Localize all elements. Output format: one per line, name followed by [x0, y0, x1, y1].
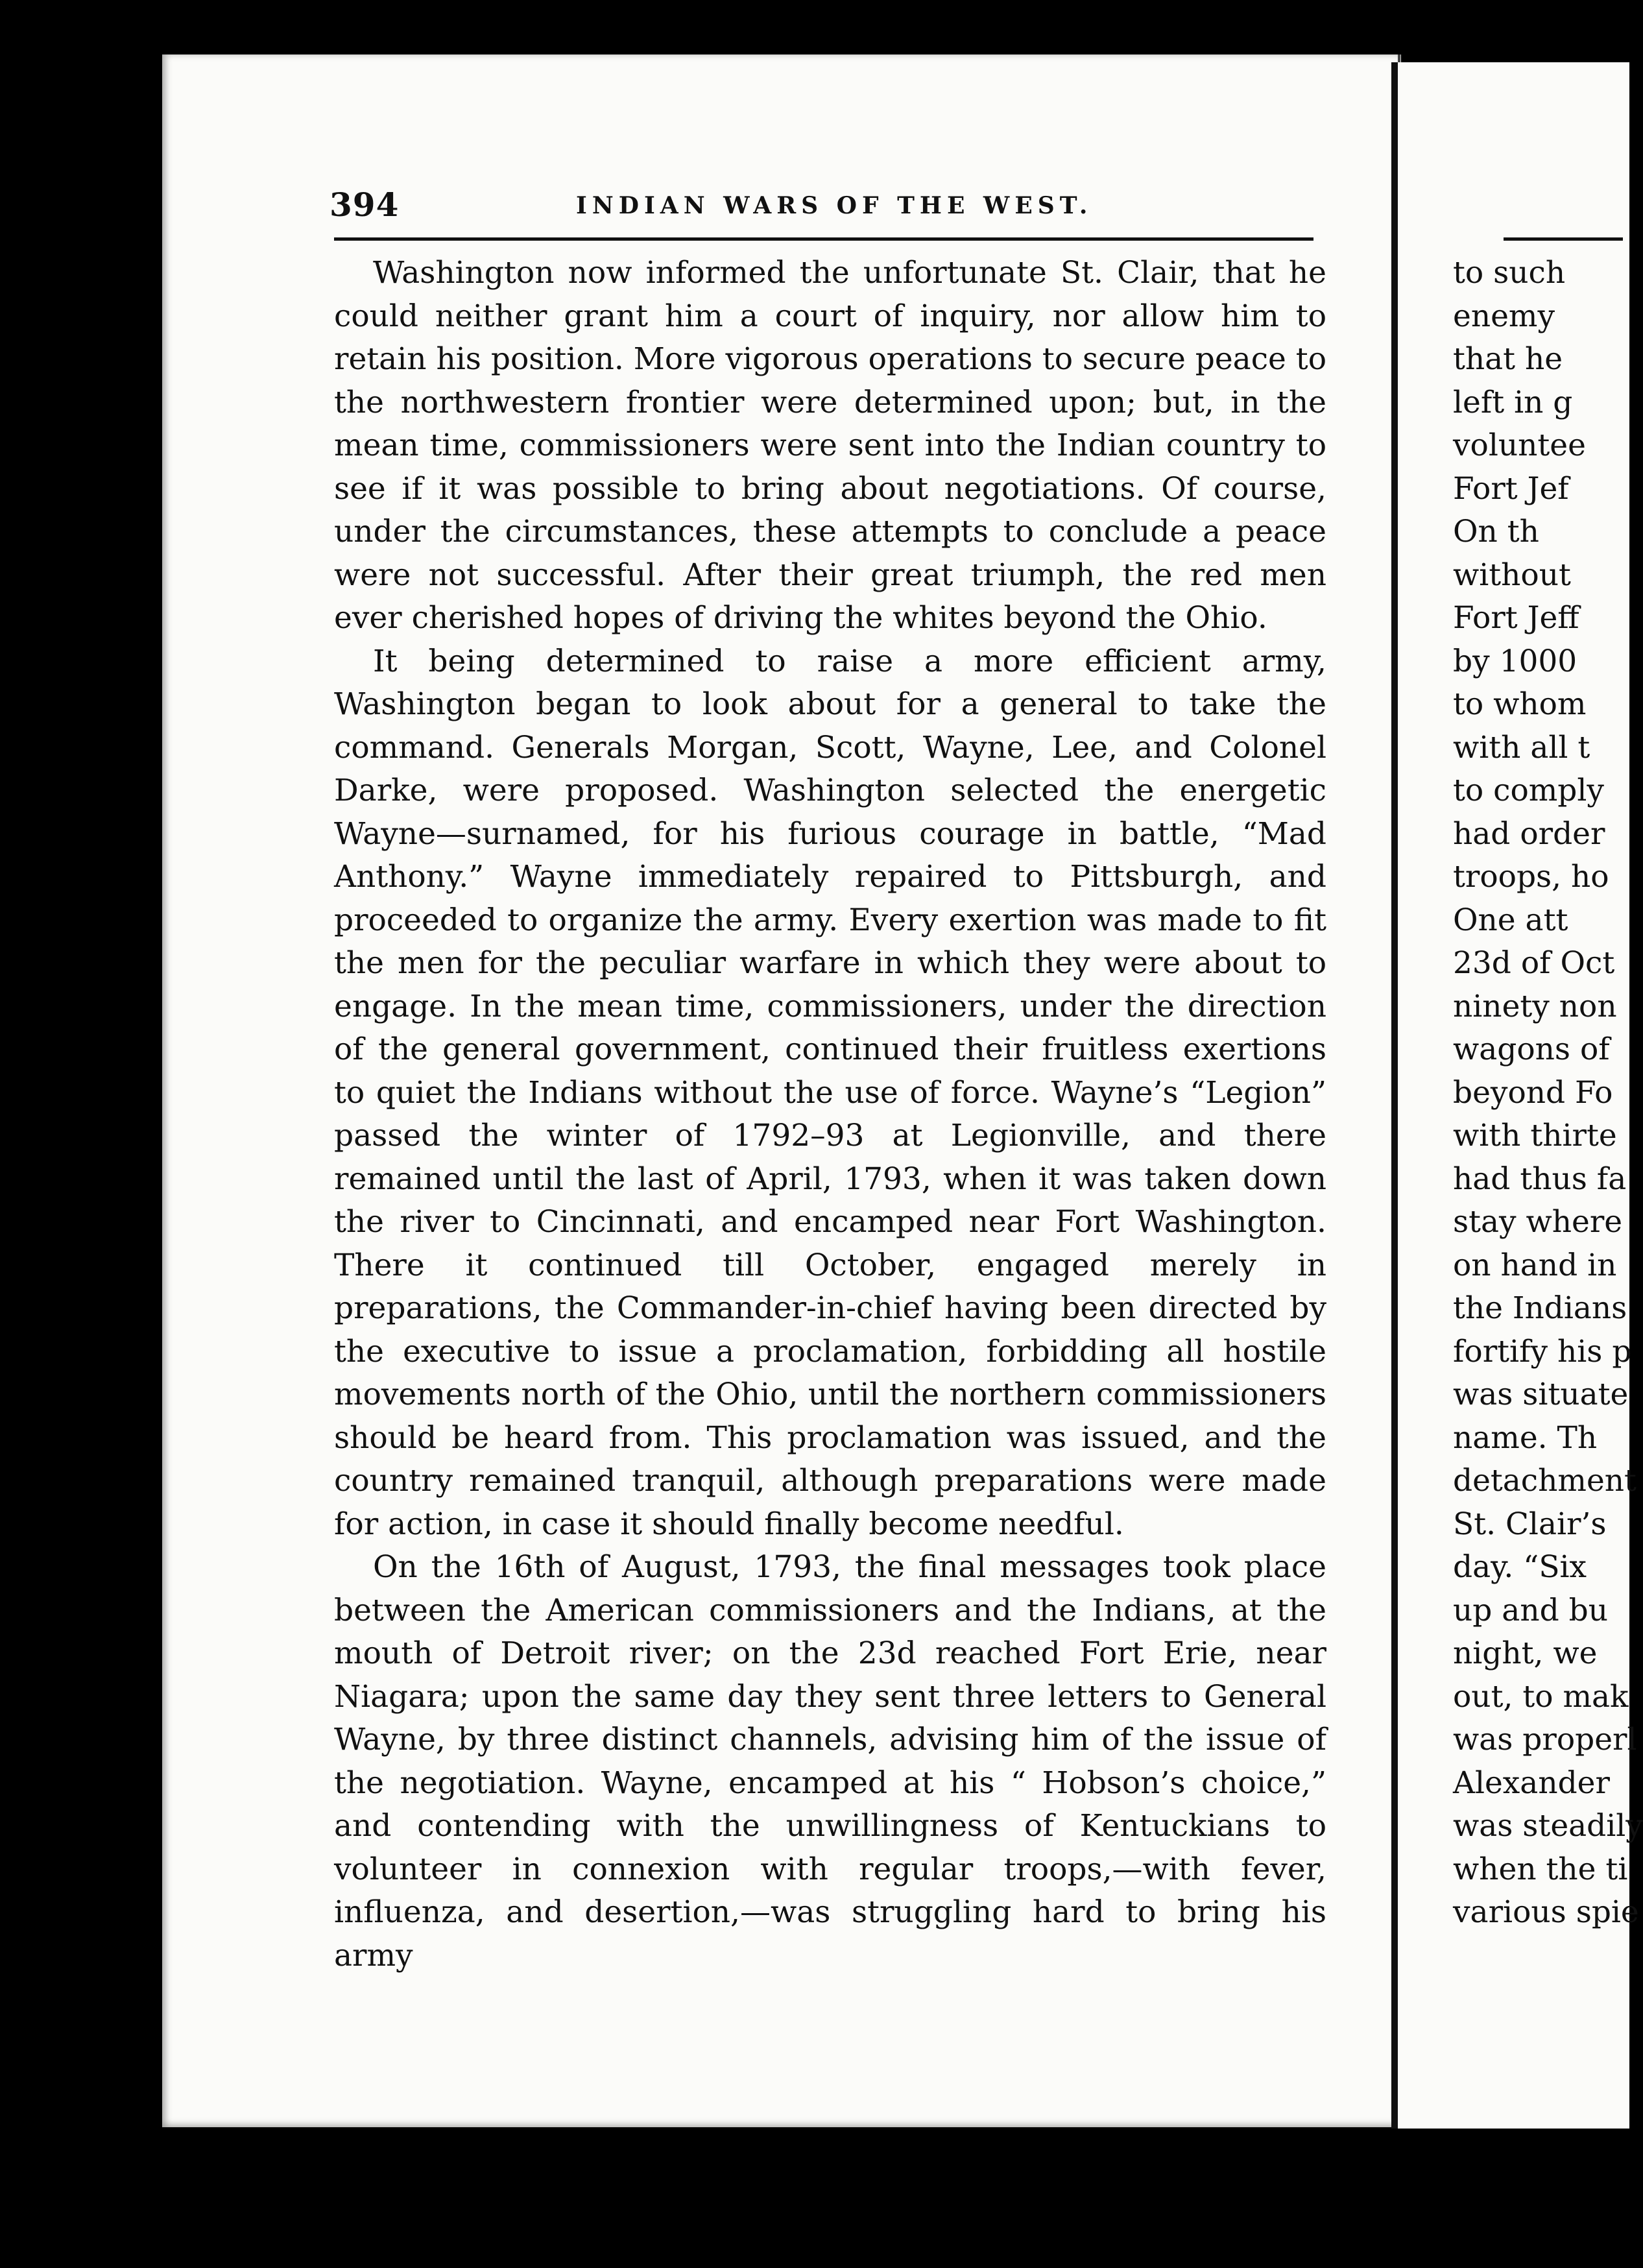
right-page-line: Alexander — [1453, 1765, 1610, 1801]
right-page-line: on hand in — [1453, 1247, 1617, 1283]
right-page-line: without — [1453, 557, 1571, 593]
right-page-line: out, to mak — [1453, 1678, 1629, 1715]
right-page-line: voluntee — [1453, 428, 1586, 463]
right-page-line: the Indians — [1453, 1290, 1627, 1326]
right-page-line: stay where — [1453, 1204, 1623, 1240]
right-page-line: On th — [1453, 514, 1539, 549]
right-page-line: troops, ho — [1453, 859, 1609, 895]
right-page-line: detachment — [1453, 1463, 1637, 1499]
left-page-body — [334, 252, 1326, 1977]
page-number: 394 — [330, 186, 400, 224]
right-page-line: was properl — [1453, 1722, 1637, 1757]
running-head-title: INDIAN WARS OF THE WEST. — [576, 192, 1093, 219]
right-page-line: with thirte — [1453, 1118, 1617, 1153]
right-page-line: that he — [1453, 341, 1563, 377]
right-page-line: enemy — [1453, 298, 1555, 334]
paragraph: It being determined to raise a more efficient army, Washington began to look about for a general to take the command. Generals Morgan, Scott, Wayne, Lee, and Colonel Darke, were proposed. Washington selected the energetic Wayne—surnamed, for his furious courage in battle, “Mad Anthony.” Wayne immediately repaired to Pittsburgh, and proceeded to organize the army. Every exertion was made to fit the men for the peculiar warfare in which they were about to engage. In the mean time, commissioners, under the direction of the general government, continued their fruitless exertions to quiet the Indians without the use of force. Wayne’s “Legion” passed the winter of 1792–93 at Legionville, and there remained until the last of April, 1793, when it was taken down the river to Cincinnati, and encamped near Fort Washington. There it continued till October, engaged merely in preparations, the Commander-in-chief having been directed by the executive to issue a proclamation, forbidding all hostile movements north of the Ohio, until the northern commissioners should be heard from. This proclamation was issued, and the country remained tranquil, although preparations were made for action, in case it should finally become needful. — [334, 643, 1326, 1542]
right-page-line: with all t — [1453, 729, 1590, 766]
right-page-line: to such — [1453, 255, 1566, 291]
right-page-line: day. “Six — [1453, 1549, 1587, 1585]
right-page-line: 23d of Oct — [1453, 945, 1615, 981]
right-page-line: to comply — [1453, 773, 1604, 808]
right-page-line: wagons of — [1453, 1031, 1610, 1067]
right-page-line: night, we — [1453, 1635, 1598, 1671]
right-page-line: beyond Fo — [1453, 1074, 1613, 1111]
right-page-line: was situate — [1453, 1377, 1629, 1412]
right-page-head-rule — [1504, 237, 1623, 241]
right-page-line: to whom — [1453, 686, 1587, 722]
right-page-line: up and bu — [1453, 1592, 1608, 1628]
paragraph: On the 16th of August, 1793, the final messages took place between the American commissioners and the Indians, at the mouth of Detroit river; on the 23d reached Fort Erie, near Niagara; upon the same day they sent three letters to General Wayne, by three distinct channels, advising him of the issue of the negotiation. Wayne, encamped at his “ Hobson’s choice,” and contending with the unwillingness of Kentuckians to volunteer in connexion with regular troops,—with fever, influenza, and desertion,—was struggling hard to bring his army — [334, 1549, 1326, 1973]
paragraph: Washington now informed the unfortunate St. Clair, that he could neither grant him a court of inquiry, nor allow him to retain his position. More vigorous operations to secure peace to the northwestern frontier were determined upon; but, in the mean time, commissioners were sent into the Indian country to see if it was possible to bring about negotiations. Of course, under the circumstances, these attempts to conclude a peace were not successful. After their great triumph, the red men ever cherished hopes of driving the whites beyond the Ohio. — [334, 255, 1326, 636]
right-page-line: left in g — [1453, 384, 1573, 420]
right-page-line: various spie — [1453, 1894, 1639, 1930]
right-page-line: One att — [1453, 902, 1568, 938]
right-page-line: name. Th — [1453, 1419, 1598, 1456]
right-page-line: Fort Jeff — [1453, 600, 1579, 636]
right-page-body — [1453, 252, 1643, 1935]
right-page-line: was steadily — [1453, 1808, 1643, 1844]
head-rule — [334, 237, 1313, 241]
right-page-line: ninety non — [1453, 988, 1617, 1024]
right-page-line: had order — [1453, 815, 1605, 852]
right-page-line: when the ti — [1453, 1851, 1628, 1887]
right-page-line: had thus fa — [1453, 1161, 1627, 1197]
right-page-line: St. Clair’s — [1453, 1506, 1607, 1542]
running-head — [330, 186, 1315, 237]
right-page-line: fortify his p — [1453, 1333, 1632, 1369]
right-page-line: by 1000 — [1453, 643, 1577, 679]
right-page-line: Fort Jef — [1453, 470, 1569, 507]
